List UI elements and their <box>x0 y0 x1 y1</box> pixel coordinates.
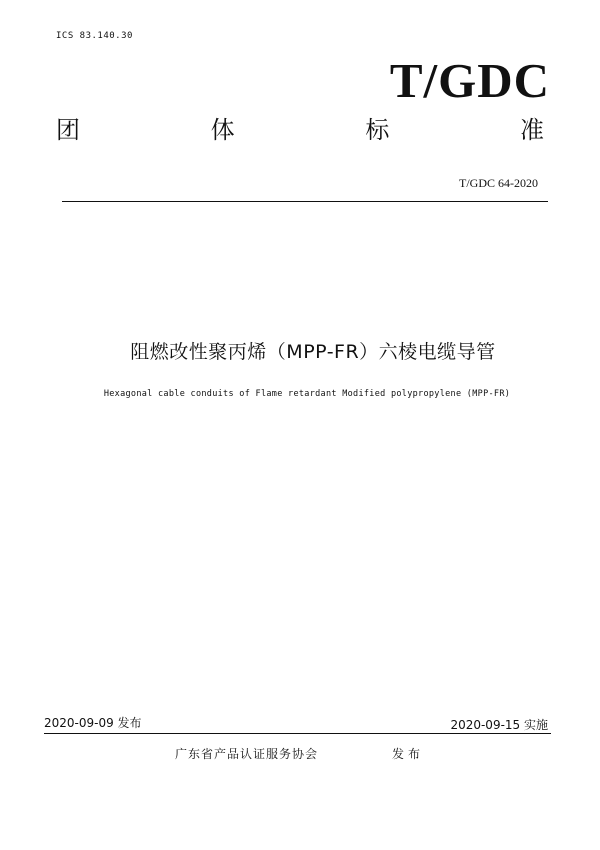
title-chinese: 阻燃改性聚丙烯（MPP-FR）六棱电缆导管 <box>130 341 496 363</box>
top-divider <box>62 201 548 202</box>
standard-logo: T/GDC <box>389 53 550 108</box>
standard-type-char: 体 <box>210 116 235 144</box>
standard-type-char: 团 <box>56 116 80 144</box>
implement-date: 2020-09-15 实施 <box>450 718 548 732</box>
standard-type-heading <box>56 118 544 142</box>
standard-number: T/GDC 64-2020 <box>459 176 538 190</box>
standard-type-char: 准 <box>519 116 544 144</box>
standard-type-char: 标 <box>365 116 390 144</box>
issuing-organization: 广东省产品认证服务协会 <box>175 747 319 761</box>
bottom-divider <box>44 733 551 734</box>
publish-date: 2020-09-09 发布 <box>44 716 142 730</box>
title-english: Hexagonal cable conduits of Flame retardant Modified polypropylene (MPP-FR) <box>103 389 511 399</box>
issue-label: 发布 <box>392 747 425 761</box>
ics-code: ICS 83.140.30 <box>56 31 133 41</box>
